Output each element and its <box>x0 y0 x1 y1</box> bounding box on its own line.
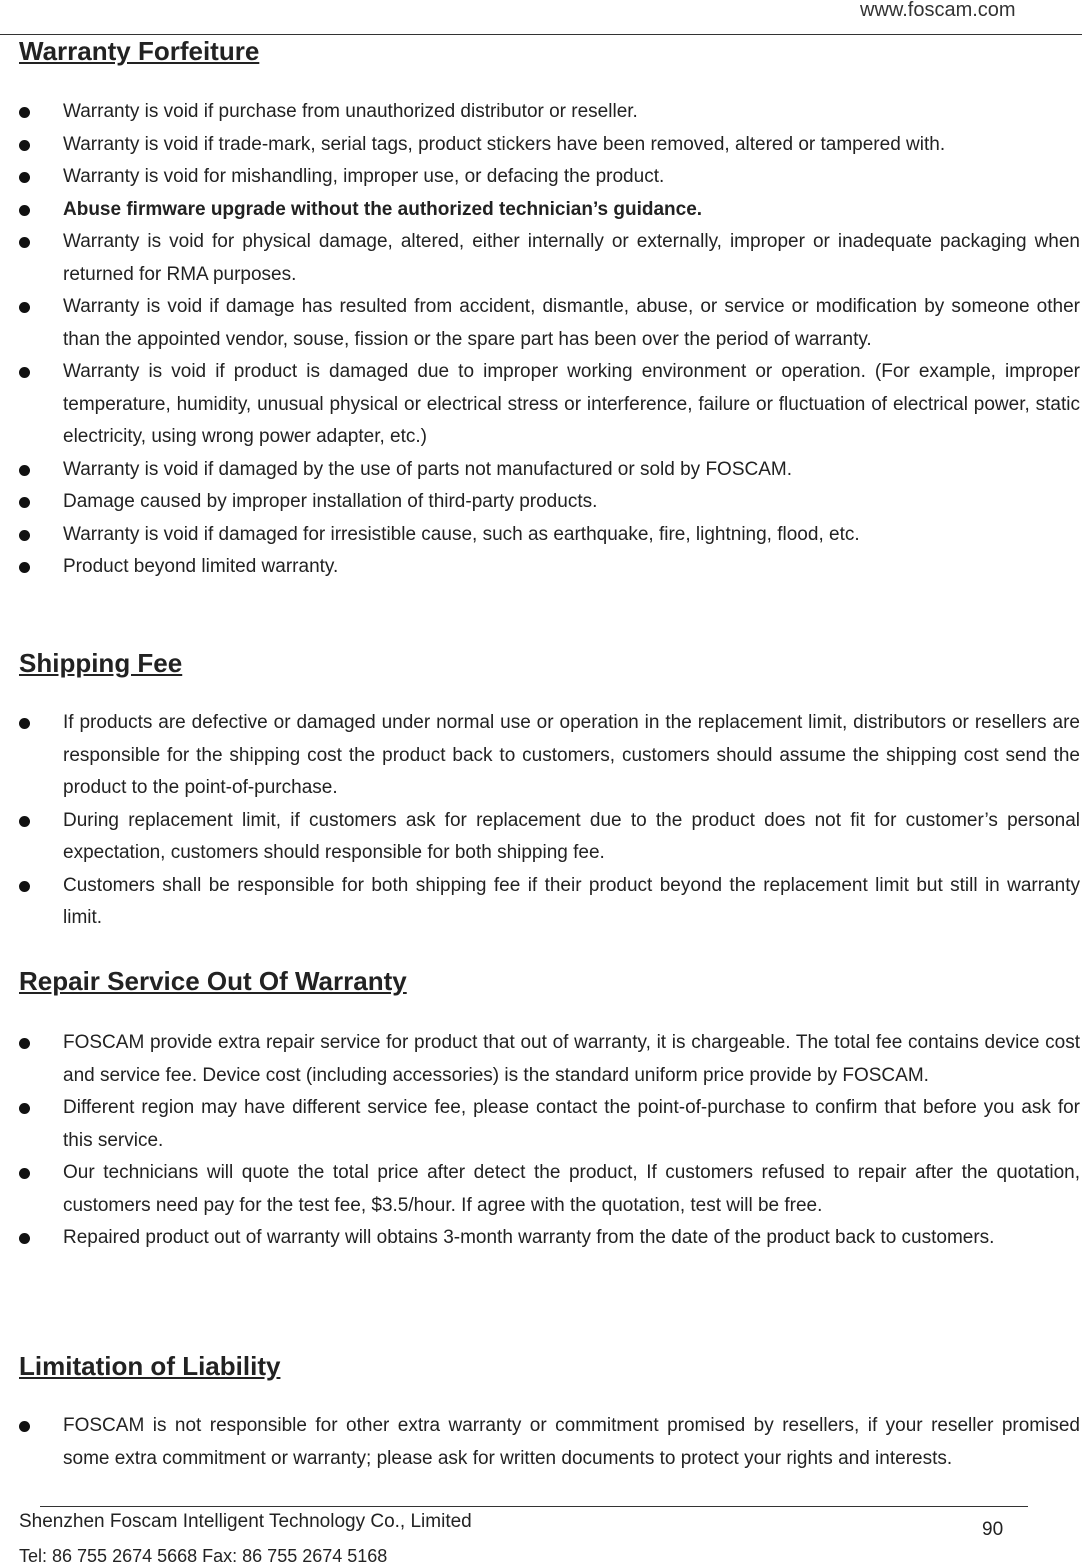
footer-company: Shenzhen Foscam Intelligent Technology Co., Limited <box>19 1511 472 1532</box>
list-item-text: Our technicians will quote the total price after detect the product, If customers refused to repair after the quotation, customers need pay for the test fee, $3.5/hour. If agree with the quotation, test will be free. <box>63 1162 1080 1216</box>
list-item <box>19 805 1080 870</box>
bullet-icon <box>19 172 30 183</box>
bullet-icon <box>19 562 30 573</box>
list-item <box>19 1027 1080 1092</box>
footer-contact: Tel: 86 755 2674 5668 Fax: 86 755 2674 5168 <box>19 1546 388 1566</box>
list-item-text: Product beyond limited warranty. <box>63 556 339 577</box>
section-title-repair-service: Repair Service Out Of Warranty <box>19 966 407 996</box>
bullet-icon <box>19 881 30 892</box>
warranty-forfeiture-list <box>19 96 1080 584</box>
list-item-text: Customers shall be responsible for both shipping fee if their product beyond the replacement limit but still in warranty limit. <box>63 874 1080 928</box>
bullet-icon <box>19 530 30 541</box>
list-item <box>19 707 1080 805</box>
list-item-text: FOSCAM provide extra repair service for product that out of warranty, it is chargeable. The total fee contains device cost and service fee. Device cost (including accessories) is the standard uniform price provide by FOSCAM. <box>63 1032 1080 1086</box>
section-title-limitation-of-liability: Limitation of Liability <box>19 1351 281 1381</box>
bullet-icon <box>19 107 30 118</box>
list-item <box>19 96 1080 129</box>
bullet-icon <box>19 1103 30 1114</box>
bullet-icon <box>19 718 30 729</box>
list-item-text: Different region may have different service fee, please contact the point-of-purchase to confirm that before you ask for this service. <box>63 1097 1080 1151</box>
list-item <box>19 1222 1080 1255</box>
bullet-icon <box>19 367 30 378</box>
shipping-fee-list <box>19 707 1080 935</box>
list-item <box>19 226 1080 291</box>
bullet-icon <box>19 302 30 313</box>
list-item-text: Abuse firmware upgrade without the authorized technician’s guidance. <box>63 198 703 220</box>
bullet-icon <box>19 497 30 508</box>
list-item <box>19 356 1080 454</box>
bullet-icon <box>19 816 30 827</box>
page-number: 90 <box>982 1519 1004 1540</box>
bullet-icon <box>19 1233 30 1244</box>
list-item <box>19 1092 1080 1157</box>
list-item-text: Warranty is void if damage has resulted from accident, dismantle, abuse, or service or modification by someone other than the appointed vendor, souse, fission or the spare part has been over the period of warranty. <box>63 296 1080 350</box>
list-item-text: Warranty is void for physical damage, altered, either internally or externally, improper or inadequate packaging when returned for RMA purposes. <box>63 231 1080 285</box>
repair-service-list <box>19 1027 1080 1255</box>
bullet-icon <box>19 140 30 151</box>
list-item <box>19 194 1080 227</box>
bullet-icon <box>19 237 30 248</box>
list-item-text: Warranty is void if damaged for irresistible cause, such as earthquake, fire, lightning, flood, etc. <box>63 523 860 545</box>
list-item <box>19 454 1080 487</box>
bullet-icon <box>19 1038 30 1049</box>
list-item <box>19 129 1080 162</box>
list-item-text: FOSCAM is not responsible for other extra warranty or commitment promised by resellers, if your reseller promised some extra commitment or warranty; please ask for written documents to protect your rights and interests. <box>63 1415 1080 1469</box>
bullet-icon <box>19 1168 30 1179</box>
list-item <box>19 291 1080 356</box>
list-item-text: Damage caused by improper installation of third-party products. <box>63 491 598 512</box>
bullet-icon <box>19 205 30 216</box>
list-item-text: If products are defective or damaged under normal use or operation in the replacement limit, distributors or resellers are responsible for the shipping cost the product back to customers, customers should assume the shipping cost send the product to the point-of-purchase. <box>63 712 1080 798</box>
footer-divider <box>40 1506 1028 1507</box>
list-item-text: Warranty is void if purchase from unauthorized distributor or reseller. <box>63 101 638 122</box>
list-item-text: Warranty is void if trade-mark, serial tags, product stickers have been removed, altered or tampered with. <box>63 133 946 155</box>
list-item-text: Warranty is void if product is damaged due to improper working environment or operation. (For example, improper temperature, humidity, unusual physical or electrical stress or interference, failure or fluctuation of electrical power, static electricity, using wrong power adapter, etc.) <box>63 361 1080 447</box>
list-item <box>19 551 1080 584</box>
list-item-text: Warranty is void for mishandling, improper use, or defacing the product. <box>63 166 665 187</box>
list-item <box>19 1157 1080 1222</box>
bullet-icon <box>19 1421 30 1432</box>
section-title-shipping-fee: Shipping Fee <box>19 648 183 678</box>
section-title-warranty-forfeiture: Warranty Forfeiture <box>19 36 260 66</box>
list-item-text: Warranty is void if damaged by the use of parts not manufactured or sold by FOSCAM. <box>63 458 793 480</box>
list-item <box>19 161 1080 194</box>
list-item-text: Repaired product out of warranty will obtains 3-month warranty from the date of the product back to customers. <box>63 1227 995 1248</box>
header-divider <box>0 34 1082 35</box>
site-url: www.foscam.com <box>860 0 1016 21</box>
bullet-icon <box>19 465 30 476</box>
list-item <box>19 486 1080 519</box>
list-item <box>19 870 1080 935</box>
list-item-text: During replacement limit, if customers ask for replacement due to the product does not fit for customer’s personal expectation, customers should responsible for both shipping fee. <box>63 809 1080 863</box>
list-item <box>19 1410 1080 1475</box>
limitation-of-liability-list <box>19 1410 1080 1475</box>
list-item <box>19 519 1080 552</box>
